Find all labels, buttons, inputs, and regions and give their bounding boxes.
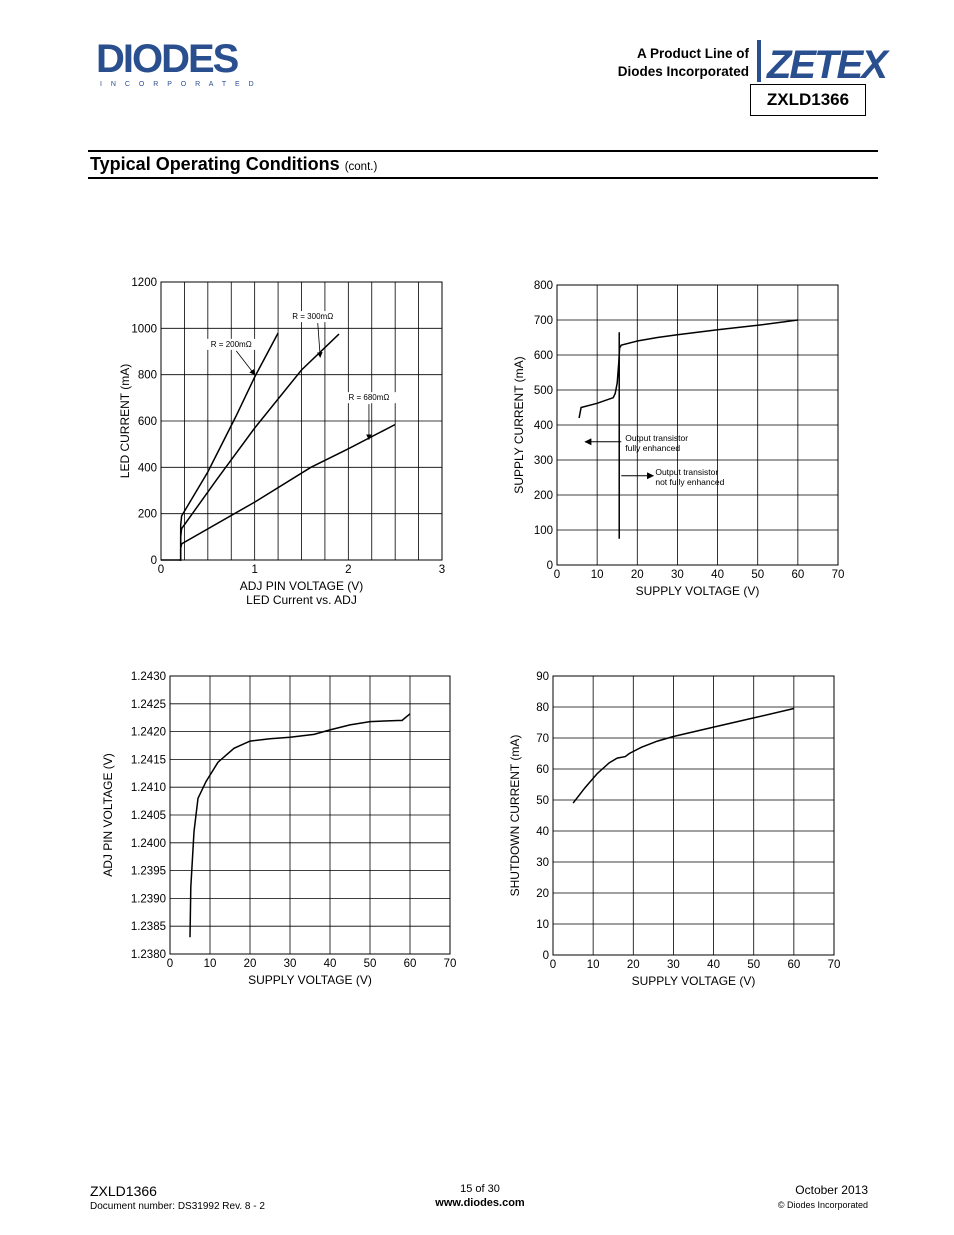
shutdown-x-tick-label: 30 [667,959,680,971]
adj-y-tick-label: 1.2420 [130,726,166,739]
led-x-tick-label: 1 [251,564,258,576]
footer-part-number: ZXLD1366 [90,1183,157,1199]
supply-y-tick-label: 800 [533,280,553,292]
shutdown-x-tick-label: 60 [787,959,801,971]
shutdown-y-axis-label: SHUTDOWN CURRENT (mA) [508,734,522,897]
shutdown-plot-frame [553,676,834,955]
supply-y-axis-label: SUPPLY CURRENT (mA) [512,356,526,494]
shutdown-y-tick-label: 40 [536,826,549,838]
supply-x-tick-label: 0 [553,569,561,581]
shutdown-x-tick-label: 20 [626,959,640,971]
adj-y-tick-label: 1.2385 [130,921,166,934]
led-y-tick-label: 800 [137,369,157,382]
adj-y-tick-label: 1.2390 [130,893,166,906]
adj-x-tick-label: 30 [283,958,297,970]
product-line-2: Diodes Incorporated [617,64,749,79]
adj-x-tick-label: 50 [363,958,377,970]
adj-y-tick-label: 1.2430 [130,671,166,683]
supply-x-tick-label: 20 [630,569,644,581]
shutdown-y-tick-label: 20 [536,888,549,900]
adj-y-axis-label: ADJ PIN VOLTAGE (V) [101,753,115,877]
shutdown-y-tick-label: 0 [542,950,549,962]
shutdown-y-tick-label: 60 [536,764,549,776]
led-y-axis-label: LED CURRENT (mA) [118,363,132,479]
led-y-tick-label: 0 [150,555,157,567]
section-subtitle: (cont.) [344,161,378,173]
shutdown-x-tick-label: 10 [586,959,600,971]
shutdown-y-tick-label: 80 [536,702,549,714]
supply-y-tick-label: 600 [533,350,553,362]
led-chart-title: LED Current vs. ADJ [246,593,357,607]
supply-annotation-label: fully enhanced [625,442,681,453]
supply-y-tick-label: 400 [533,420,553,432]
svg-text:ZETEX: ZETEX [767,43,886,87]
supply-x-tick-label: 30 [671,569,684,581]
product-line-1: A Product Line of [637,46,749,61]
shutdown-x-axis-label: SUPPLY VOLTAGE (V) [631,974,756,988]
supply-y-tick-label: 300 [533,455,553,467]
supply-annotation-label: Output transistor [625,432,689,443]
led-y-tick-label: 200 [137,508,157,521]
adj-y-tick-label: 1.2415 [130,754,166,767]
footer-doc-number: Document number: DS31992 Rev. 8 - 2 [90,1201,265,1212]
footer-website-link[interactable]: www.diodes.com [435,1197,525,1209]
shutdown-series-line-0 [573,709,794,804]
supply-y-tick-label: 100 [533,525,553,537]
footer-page-number: 15 of 30 [460,1183,500,1195]
shutdown-x-tick-label: 70 [827,959,841,971]
shutdown-y-tick-label: 70 [536,733,549,745]
led-x-axis-label: ADJ PIN VOLTAGE (V) [239,579,364,593]
supply-x-tick-label: 60 [791,569,805,581]
supply-annotation-label: not fully enhanced [655,476,725,487]
part-number-box: ZXLD1366 [750,84,866,116]
supply-x-tick-label: 50 [751,569,765,581]
adj-y-tick-label: 1.2425 [130,698,166,711]
led-x-tick-label: 0 [157,564,165,576]
adj-x-tick-label: 60 [403,958,417,970]
shutdown-y-tick-label: 50 [536,795,549,807]
svg-text:I N C O R P O R A T E D: I N C O R P O R A T E D [100,81,258,88]
led-y-tick-label: 1200 [131,277,157,289]
led-annotation-label: R = 680mΩ [348,393,390,403]
shutdown-y-tick-label: 90 [536,671,549,683]
supply-y-tick-label: 200 [533,490,553,502]
footer-copyright: © Diodes Incorporated [777,1200,868,1210]
shutdown-x-tick-label: 0 [549,959,557,971]
led-x-tick-label: 3 [438,564,446,576]
adj-x-tick-label: 70 [443,958,457,970]
adj-y-tick-label: 1.2400 [130,837,166,850]
adj-x-tick-label: 0 [166,958,174,970]
supply-x-tick-label: 40 [711,569,724,581]
supply-y-tick-label: 0 [546,560,553,572]
adj-x-tick-label: 10 [203,958,217,970]
shutdown-y-tick-label: 10 [536,919,549,931]
adj-y-tick-label: 1.2410 [130,782,166,795]
adj-y-tick-label: 1.2395 [130,865,166,878]
led-y-tick-label: 400 [137,462,157,475]
footer-date: October 2013 [795,1183,868,1197]
section-title-text: Typical Operating Conditions [90,154,340,174]
supply-annotation-label: Output transistor [655,466,719,477]
shutdown-x-tick-label: 40 [707,959,720,971]
led-y-tick-label: 600 [137,416,157,428]
supply-y-tick-label: 500 [533,385,553,397]
footer-left [90,1183,265,1212]
shutdown-y-tick-label: 30 [536,857,549,869]
adj-y-tick-label: 1.2380 [130,949,166,961]
led-annotation-label: R = 200mΩ [210,339,252,349]
adj-x-tick-label: 20 [243,958,257,970]
footer-middle [380,1183,580,1209]
led-y-tick-label: 1000 [131,323,157,336]
adj-y-tick-label: 1.2405 [130,810,166,822]
adj-x-axis-label: SUPPLY VOLTAGE (V) [248,973,372,987]
led-annotation-label: R = 300mΩ [292,312,334,322]
supply-x-tick-label: 70 [831,569,845,581]
supply-y-tick-label: 700 [533,315,553,327]
supply-x-tick-label: 10 [590,569,604,581]
svg-text:DIODES: DIODES [96,37,238,81]
adj-x-tick-label: 40 [323,958,337,970]
led-x-tick-label: 2 [345,564,352,576]
footer-right [778,1183,868,1210]
shutdown-x-tick-label: 50 [747,959,761,971]
supply-x-axis-label: SUPPLY VOLTAGE (V) [635,584,760,598]
